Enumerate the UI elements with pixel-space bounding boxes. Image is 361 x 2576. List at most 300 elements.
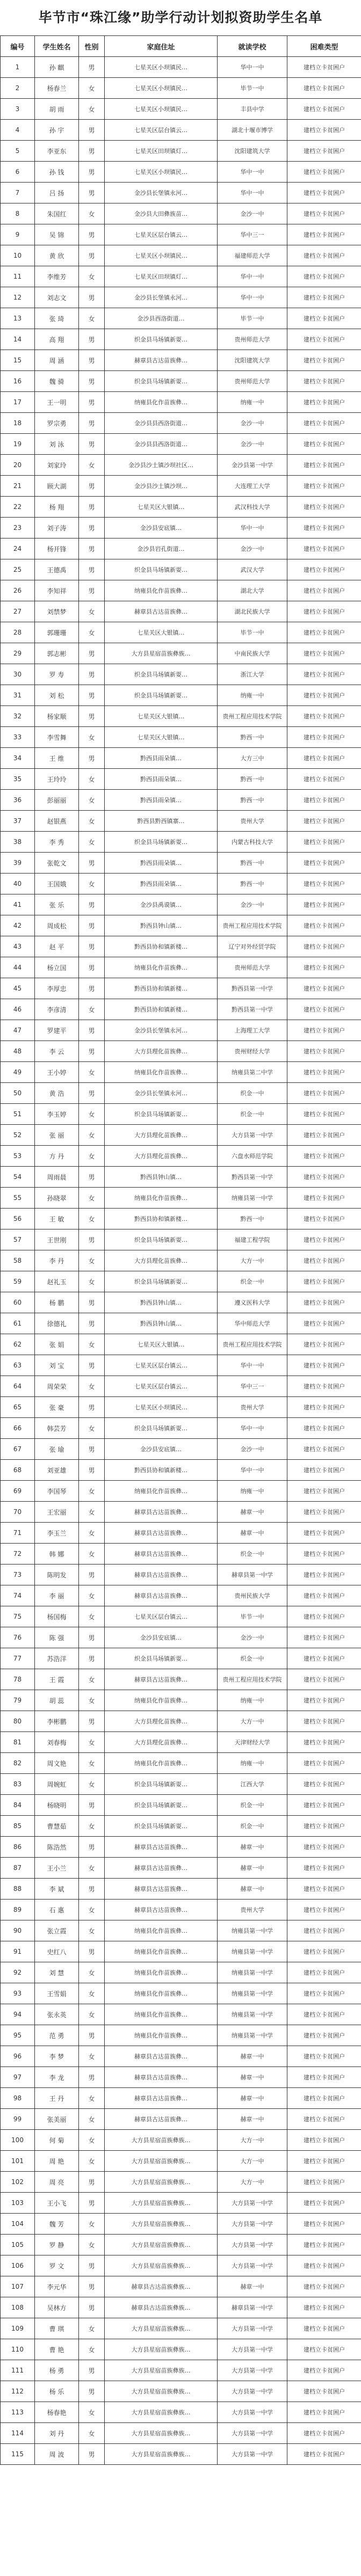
cell-gender: 女 [79, 1816, 105, 1837]
cell-type: 建档立卡贫困户 [287, 1816, 361, 1837]
cell-name: 徐德礼 [35, 1313, 79, 1334]
table-row [1, 1439, 361, 1460]
cell-type: 建档立卡贫困户 [287, 2088, 361, 2109]
cell-number: 76 [1, 1627, 35, 1648]
cell-gender: 男 [79, 1439, 105, 1460]
table-row [1, 1460, 361, 1481]
cell-school: 金沙一中 [218, 434, 287, 455]
cell-number: 85 [1, 1816, 35, 1837]
cell-school: 织金一中 [218, 1544, 287, 1564]
cell-type: 建档立卡贫困户 [287, 1858, 361, 1879]
cell-name: 刘亚雄 [35, 1460, 79, 1481]
cell-type: 建档立卡贫困户 [287, 1376, 361, 1397]
cell-school: 黔西一中 [218, 1209, 287, 1229]
cell-name: 王雪娟 [35, 1983, 79, 2004]
cell-name: 李彬鹏 [35, 1711, 79, 1732]
table-row [1, 1837, 361, 1858]
cell-school: 织金一中 [218, 1271, 287, 1292]
cell-number: 63 [1, 1355, 35, 1376]
cell-school: 华中一中 [218, 287, 287, 308]
cell-gender: 男 [79, 162, 105, 183]
cell-address: 金沙县安底镇… [105, 518, 218, 539]
cell-address: 织金县马场镇新耍… [105, 1229, 218, 1250]
cell-type: 建档立卡贫困户 [287, 1104, 361, 1125]
cell-school: 华中三一 [218, 1376, 287, 1397]
cell-gender: 男 [79, 392, 105, 413]
cell-type: 建档立卡贫困户 [287, 120, 361, 141]
cell-school: 黔西一中 [218, 790, 287, 811]
table-row [1, 1879, 361, 1900]
cell-address: 七星关区大银镇… [105, 622, 218, 643]
cell-type: 建档立卡贫困户 [287, 811, 361, 832]
cell-school: 纳雍县第一中学 [218, 2025, 287, 2046]
cell-type: 建档立卡贫困户 [287, 1460, 361, 1481]
table-row [1, 2255, 361, 2276]
cell-school: 大方一中 [218, 2172, 287, 2193]
cell-address: 赫章县古达苗族彝… [105, 1837, 218, 1858]
cell-type: 建档立卡贫困户 [287, 601, 361, 622]
cell-type: 建档立卡贫困户 [287, 832, 361, 853]
cell-gender: 女 [79, 1544, 105, 1564]
cell-address: 七星关区层台镇云… [105, 1376, 218, 1397]
cell-school: 大方县第一中学 [218, 2381, 287, 2402]
cell-number: 9 [1, 224, 35, 245]
cell-type: 建档立卡贫困户 [287, 1334, 361, 1355]
cell-number: 1 [1, 57, 35, 78]
cell-number: 71 [1, 1523, 35, 1544]
table-row [1, 811, 361, 832]
cell-address: 金沙县西洛街道… [105, 308, 218, 329]
cell-address: 七星关区大银镇… [105, 727, 218, 748]
cell-address: 七星关区小坝镇民… [105, 162, 218, 183]
cell-address: 黔西县协和镇新楼… [105, 936, 218, 957]
cell-gender: 男 [79, 580, 105, 601]
table-row [1, 1250, 361, 1271]
cell-gender: 男 [79, 287, 105, 308]
cell-number: 115 [1, 2444, 35, 2465]
cell-gender: 男 [79, 2276, 105, 2297]
cell-name: 刘 泳 [35, 434, 79, 455]
cell-gender: 女 [79, 2402, 105, 2423]
cell-type: 建档立卡贫困户 [287, 2025, 361, 2046]
cell-gender: 男 [79, 957, 105, 978]
cell-number: 73 [1, 1564, 35, 1585]
cell-address: 七星关区层台镇云… [105, 224, 218, 245]
cell-school: 遵义医科大学 [218, 1292, 287, 1313]
cell-school: 大方县第一中学 [218, 2339, 287, 2360]
cell-school: 贵州财经大学 [218, 1041, 287, 1062]
cell-school: 纳雍一中 [218, 1753, 287, 1774]
cell-number: 34 [1, 748, 35, 769]
cell-address: 纳雍县化作苗族彝… [105, 1062, 218, 1083]
cell-type: 建档立卡贫困户 [287, 1418, 361, 1439]
cell-type: 建档立卡贫困户 [287, 183, 361, 203]
cell-number: 24 [1, 539, 35, 559]
table-row [1, 1816, 361, 1837]
table-row [1, 1900, 361, 1920]
cell-gender: 男 [79, 1397, 105, 1418]
cell-address: 黔西县钟山镇… [105, 1313, 218, 1334]
cell-name: 王 敏 [35, 1209, 79, 1229]
cell-number: 36 [1, 790, 35, 811]
cell-type: 建档立卡贫困户 [287, 2339, 361, 2360]
cell-type: 建档立卡贫困户 [287, 518, 361, 539]
cell-address: 赫章县古达苗族彝… [105, 1502, 218, 1523]
cell-name: 彭丽丽 [35, 790, 79, 811]
cell-name: 赵 平 [35, 936, 79, 957]
cell-name: 王小飞 [35, 2193, 79, 2214]
table-row [1, 1041, 361, 1062]
cell-gender: 女 [79, 308, 105, 329]
cell-address: 赫章县古达苗族彝… [105, 601, 218, 622]
cell-type: 建档立卡贫困户 [287, 1879, 361, 1900]
cell-school: 大方一中 [218, 1250, 287, 1271]
cell-school: 毕节一中 [218, 78, 287, 99]
cell-number: 103 [1, 2193, 35, 2214]
cell-number: 17 [1, 392, 35, 413]
cell-number: 65 [1, 1397, 35, 1418]
cell-gender: 女 [79, 2004, 105, 2025]
cell-number: 7 [1, 183, 35, 203]
cell-address: 黔西县黔西镇寨… [105, 811, 218, 832]
table-row [1, 622, 361, 643]
cell-name: 罗宗勇 [35, 413, 79, 434]
table-row [1, 1502, 361, 1523]
cell-number: 30 [1, 664, 35, 685]
cell-number: 59 [1, 1271, 35, 1292]
table-row [1, 1564, 361, 1585]
cell-school: 贵州师范大学 [218, 957, 287, 978]
cell-gender: 男 [79, 978, 105, 999]
cell-gender: 男 [79, 748, 105, 769]
cell-school: 金沙县第一中学 [218, 455, 287, 476]
cell-address: 七星关区田坝镇灯… [105, 141, 218, 162]
cell-type: 建档立卡贫困户 [287, 2004, 361, 2025]
cell-gender: 女 [79, 1900, 105, 1920]
cell-type: 建档立卡贫困户 [287, 455, 361, 476]
cell-number: 13 [1, 308, 35, 329]
cell-name: 方 丹 [35, 1146, 79, 1167]
cell-name: 赵礼玉 [35, 1271, 79, 1292]
cell-name: 杨国梅 [35, 1606, 79, 1627]
cell-number: 62 [1, 1334, 35, 1355]
cell-number: 105 [1, 2235, 35, 2255]
cell-number: 56 [1, 1209, 35, 1229]
cell-type: 建档立卡贫困户 [287, 1313, 361, 1334]
cell-gender: 女 [79, 1858, 105, 1879]
cell-address: 纳雍县化作苗族彝… [105, 580, 218, 601]
cell-name: 黄 欣 [35, 245, 79, 266]
cell-school: 华中一中 [218, 183, 287, 203]
cell-number: 79 [1, 1690, 35, 1711]
column-header-gender: 性别 [79, 36, 105, 57]
cell-gender: 男 [79, 141, 105, 162]
cell-gender: 女 [79, 1920, 105, 1941]
cell-gender: 女 [79, 727, 105, 748]
cell-number: 60 [1, 1292, 35, 1313]
cell-type: 建档立卡贫困户 [287, 1125, 361, 1146]
cell-school: 内蒙古科技大学 [218, 832, 287, 853]
cell-address: 七星关区大银镇… [105, 706, 218, 727]
cell-number: 97 [1, 2067, 35, 2088]
cell-name: 王小婷 [35, 1062, 79, 1083]
cell-name: 曹 艳 [35, 2339, 79, 2360]
cell-type: 建档立卡贫困户 [287, 1209, 361, 1229]
cell-address: 织金县马场镇新耍… [105, 685, 218, 706]
cell-number: 12 [1, 287, 35, 308]
cell-number: 68 [1, 1460, 35, 1481]
table-row [1, 2214, 361, 2235]
table-row [1, 2297, 361, 2318]
cell-type: 建档立卡贫困户 [287, 936, 361, 957]
cell-name: 张美丽 [35, 2109, 79, 2130]
cell-type: 建档立卡贫困户 [287, 2214, 361, 2235]
cell-gender: 男 [79, 224, 105, 245]
cell-address: 纳雍县化作苗族彝… [105, 1920, 218, 1941]
cell-name: 范 勇 [35, 2025, 79, 2046]
cell-number: 74 [1, 1585, 35, 1606]
cell-number: 25 [1, 559, 35, 580]
table-row [1, 580, 361, 601]
cell-gender: 女 [79, 2109, 105, 2130]
cell-type: 建档立卡贫困户 [287, 978, 361, 999]
table-row [1, 434, 361, 455]
cell-name: 李 秀 [35, 832, 79, 853]
table-row [1, 1544, 361, 1564]
cell-address: 大方县理化苗族彝… [105, 1711, 218, 1732]
cell-name: 刘志文 [35, 287, 79, 308]
cell-gender: 女 [79, 1188, 105, 1209]
cell-address: 大方县星宿苗族彝族… [105, 2339, 218, 2360]
cell-name: 周雨晨 [35, 1167, 79, 1188]
cell-number: 98 [1, 2088, 35, 2109]
cell-number: 51 [1, 1104, 35, 1125]
cell-name: 韩 娜 [35, 1544, 79, 1564]
cell-number: 92 [1, 1962, 35, 1983]
cell-gender: 女 [79, 2423, 105, 2444]
cell-gender: 男 [79, 1795, 105, 1816]
cell-type: 建档立卡贫困户 [287, 1544, 361, 1564]
cell-type: 建档立卡贫困户 [287, 99, 361, 120]
cell-number: 29 [1, 643, 35, 664]
cell-address: 纳雍县化作苗族彝… [105, 957, 218, 978]
cell-address: 纳雍县化作苗族彝… [105, 1941, 218, 1962]
cell-gender: 女 [79, 2130, 105, 2151]
table-row [1, 287, 361, 308]
table-row [1, 350, 361, 371]
cell-type: 建档立卡贫困户 [287, 1397, 361, 1418]
cell-gender: 男 [79, 2193, 105, 2214]
cell-gender: 男 [79, 643, 105, 664]
cell-type: 建档立卡贫困户 [287, 1229, 361, 1250]
cell-type: 建档立卡贫困户 [287, 643, 361, 664]
cell-address: 黔西县协和镇新楼… [105, 1209, 218, 1229]
cell-gender: 男 [79, 2360, 105, 2381]
cell-type: 建档立卡贫困户 [287, 2109, 361, 2130]
cell-address: 金沙县长堡镇永河… [105, 183, 218, 203]
table-row [1, 455, 361, 476]
table-row [1, 1313, 361, 1334]
cell-gender: 男 [79, 413, 105, 434]
table-row [1, 2402, 361, 2423]
cell-type: 建档立卡贫困户 [287, 2402, 361, 2423]
cell-address: 赫章县古达苗族彝… [105, 2088, 218, 2109]
cell-address: 织金县马场镇新耍… [105, 1418, 218, 1439]
table-row [1, 1292, 361, 1313]
cell-type: 建档立卡贫困户 [287, 1669, 361, 1690]
cell-gender: 男 [79, 1711, 105, 1732]
cell-school: 黔西一中 [218, 769, 287, 790]
cell-address: 黔西县协和镇新楼… [105, 999, 218, 1020]
cell-gender: 男 [79, 2172, 105, 2193]
table-row [1, 2109, 361, 2130]
cell-type: 建档立卡贫困户 [287, 350, 361, 371]
cell-school: 赫章一中 [218, 2109, 287, 2130]
table-row [1, 1188, 361, 1209]
cell-name: 郭志彬 [35, 643, 79, 664]
cell-name: 刘 宝 [35, 1355, 79, 1376]
cell-number: 99 [1, 2109, 35, 2130]
table-row [1, 1125, 361, 1146]
cell-school: 湖北大学 [218, 580, 287, 601]
cell-gender: 女 [79, 1585, 105, 1606]
cell-school: 贵州大学 [218, 1397, 287, 1418]
cell-number: 77 [1, 1648, 35, 1669]
cell-number: 55 [1, 1188, 35, 1209]
cell-number: 32 [1, 706, 35, 727]
cell-school: 贵州民族大学 [218, 1585, 287, 1606]
cell-gender: 男 [79, 350, 105, 371]
cell-address: 黔西县雨朵镇… [105, 853, 218, 874]
cell-address: 织金县马场镇新耍… [105, 1774, 218, 1795]
cell-gender: 女 [79, 1774, 105, 1795]
cell-school: 赫章一中 [218, 1523, 287, 1544]
cell-school: 织金一中 [218, 1816, 287, 1837]
cell-name: 李 丹 [35, 1250, 79, 1271]
cell-type: 建档立卡贫困户 [287, 1355, 361, 1376]
cell-type: 建档立卡贫困户 [287, 1146, 361, 1167]
table-row [1, 99, 361, 120]
cell-school: 黔西一中 [218, 853, 287, 874]
cell-address: 赫章县古达苗族彝… [105, 1544, 218, 1564]
cell-address: 大方县星宿苗族彝族… [105, 2151, 218, 2172]
cell-name: 李 梦 [35, 2046, 79, 2067]
cell-gender: 男 [79, 1167, 105, 1188]
cell-school: 沈阳建筑大学 [218, 350, 287, 371]
table-row [1, 1627, 361, 1648]
cell-gender: 女 [79, 78, 105, 99]
table-header-row [1, 36, 361, 57]
cell-name: 陈浩然 [35, 1837, 79, 1858]
cell-school: 辽宁对外经贸学院 [218, 936, 287, 957]
table-row [1, 2423, 361, 2444]
cell-type: 建档立卡贫困户 [287, 1585, 361, 1606]
table-row [1, 308, 361, 329]
cell-gender: 女 [79, 1125, 105, 1146]
cell-number: 50 [1, 1083, 35, 1104]
cell-address: 赫章县古达苗族彝族… [105, 2276, 218, 2297]
cell-gender: 男 [79, 1313, 105, 1334]
cell-name: 高 翔 [35, 329, 79, 350]
table-row [1, 2151, 361, 2172]
cell-school: 华中一中 [218, 162, 287, 183]
cell-gender: 男 [79, 1083, 105, 1104]
cell-school: 大方县第一中学 [218, 2402, 287, 2423]
cell-type: 建档立卡贫困户 [287, 748, 361, 769]
cell-gender: 女 [79, 1606, 105, 1627]
cell-type: 建档立卡贫困户 [287, 1774, 361, 1795]
cell-address: 赫章县古达苗族彝族… [105, 2297, 218, 2318]
page-title: 毕节市“珠江缘”助学行动计划拟资助学生名单 [38, 10, 323, 25]
cell-type: 建档立卡贫困户 [287, 2381, 361, 2402]
table-row [1, 706, 361, 727]
cell-school: 天津财经大学 [218, 1732, 287, 1753]
table-row [1, 1146, 361, 1167]
table-row [1, 1376, 361, 1397]
cell-number: 102 [1, 2172, 35, 2193]
cell-type: 建档立卡贫困户 [287, 2172, 361, 2193]
cell-gender: 男 [79, 2444, 105, 2465]
cell-name: 王 丹 [35, 2088, 79, 2109]
table-row [1, 957, 361, 978]
cell-name: 杨 鹏 [35, 1292, 79, 1313]
cell-number: 11 [1, 266, 35, 287]
cell-number: 84 [1, 1795, 35, 1816]
table-row [1, 1418, 361, 1439]
cell-number: 72 [1, 1544, 35, 1564]
cell-school: 丰县中学 [218, 99, 287, 120]
cell-gender: 男 [79, 706, 105, 727]
cell-gender: 女 [79, 1334, 105, 1355]
cell-number: 3 [1, 99, 35, 120]
table-row [1, 539, 361, 559]
cell-gender: 女 [79, 1209, 105, 1229]
cell-address: 纳雍县化作苗族彝… [105, 1753, 218, 1774]
cell-type: 建档立卡贫困户 [287, 2067, 361, 2088]
table-row [1, 1229, 361, 1250]
table-row [1, 1858, 361, 1879]
cell-type: 建档立卡贫困户 [287, 957, 361, 978]
cell-gender: 女 [79, 1271, 105, 1292]
cell-address: 七星关区小坝镇民… [105, 78, 218, 99]
cell-school: 赫章县第一中学 [218, 1564, 287, 1585]
cell-gender: 男 [79, 1627, 105, 1648]
cell-gender: 女 [79, 203, 105, 224]
cell-address: 赫章县古达苗族彝… [105, 2046, 218, 2067]
cell-name: 周 涵 [35, 350, 79, 371]
cell-school: 中南民族大学 [218, 643, 287, 664]
cell-name: 朱国红 [35, 203, 79, 224]
cell-name: 杨春兰 [35, 78, 79, 99]
cell-type: 建档立卡贫困户 [287, 1167, 361, 1188]
cell-type: 建档立卡贫困户 [287, 874, 361, 894]
cell-school: 华中一中 [218, 1418, 287, 1439]
table-row [1, 1585, 361, 1606]
cell-gender: 男 [79, 329, 105, 350]
cell-name: 李厚忠 [35, 978, 79, 999]
column-header-address: 家庭住址 [105, 36, 218, 57]
table-row [1, 1481, 361, 1502]
cell-type: 建档立卡贫困户 [287, 392, 361, 413]
cell-school: 贵州工程应用技术学院 [218, 1669, 287, 1690]
cell-gender: 男 [79, 1564, 105, 1585]
cell-address: 黔西县钟山镇… [105, 915, 218, 936]
cell-school: 大方一中 [218, 2151, 287, 2172]
cell-name: 李玉兰 [35, 1523, 79, 1544]
cell-school: 纳雍一中 [218, 1481, 287, 1502]
cell-number: 52 [1, 1125, 35, 1146]
table-row [1, 1334, 361, 1355]
